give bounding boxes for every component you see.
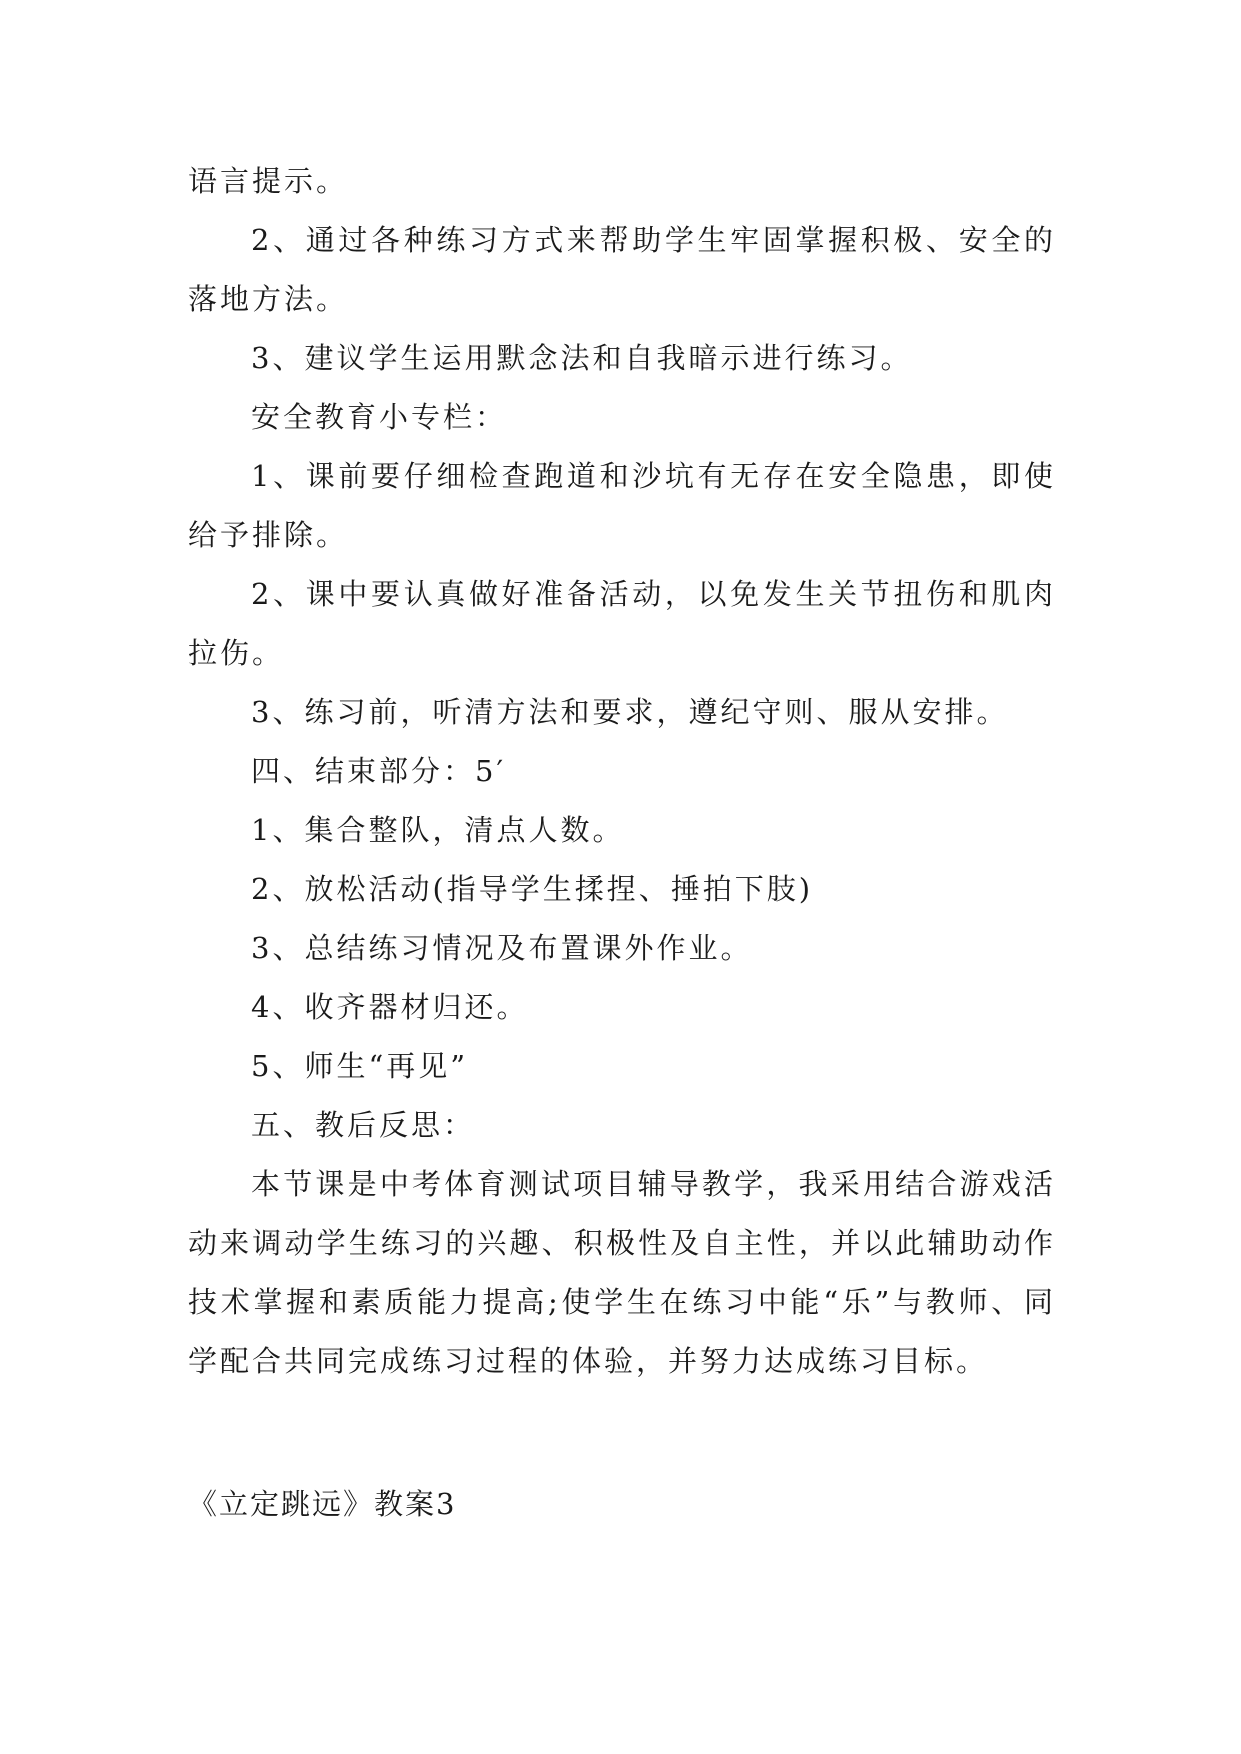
- paragraph-item: 1、集合整队，清点人数。: [251, 813, 625, 847]
- paragraph-item: 2、课中要认真做好准备活动，以免发生关节扭伤和肌肉拉伤。: [188, 577, 1056, 670]
- paragraph-subheading: 四、结束部分：5′: [251, 754, 507, 788]
- paragraph-subheading: 五、教后反思：: [251, 1108, 476, 1142]
- section-title: 《立定跳远》教案3: [188, 1487, 457, 1521]
- paragraph-item: 2、通过各种练习方式来帮助学生牢固掌握积极、安全的落地方法。: [188, 223, 1056, 316]
- paragraph-reflection: 本节课是中考体育测试项目辅导教学，我采用结合游戏活动来调动学生练习的兴趣、积极性及自主性，并以此辅助动作技术掌握和素质能力提高;使学生在练习中能“乐”与教师、同学配合共同完成练习过程的体验，并努力达成练习目标。: [188, 1167, 1056, 1378]
- paragraph-item: 1、课前要仔细检查跑道和沙坑有无存在安全隐患，即使给予排除。: [188, 459, 1056, 552]
- paragraph-item: 3、总结练习情况及布置课外作业。: [251, 931, 753, 965]
- paragraph-item: 3、练习前，听清方法和要求，遵纪守则、服从安排。: [251, 695, 1009, 729]
- paragraph-item: 3、建议学生运用默念法和自我暗示进行练习。: [251, 341, 913, 375]
- paragraph-item: 2、放松活动(指导学生揉捏、捶拍下肢): [251, 872, 814, 906]
- paragraph-continuation: 语言提示。: [188, 164, 349, 198]
- paragraph-item: 4、收齐器材归还。: [251, 990, 529, 1024]
- paragraph-item: 5、师生“再见”: [251, 1049, 469, 1083]
- document-body: [188, 152, 1056, 1534]
- paragraph-subheading: 安全教育小专栏：: [251, 400, 508, 434]
